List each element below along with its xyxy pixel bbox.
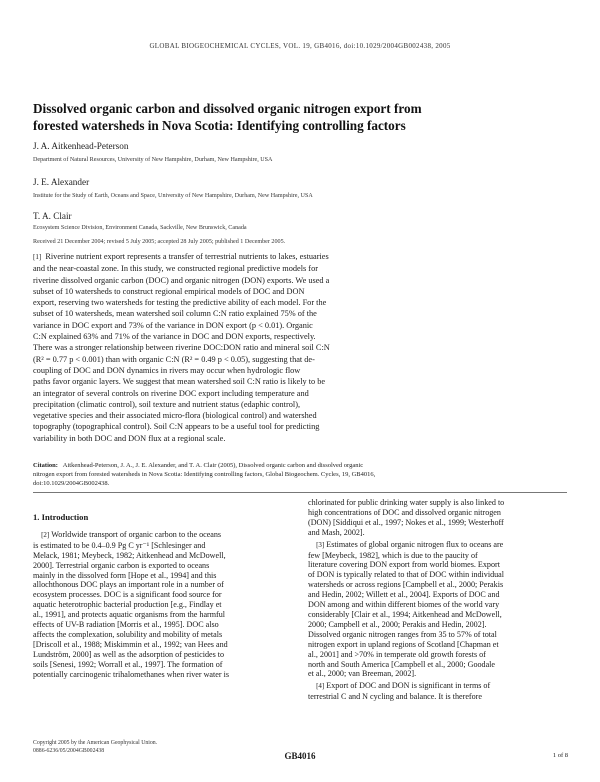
text-line: chlorinated for public drinking water supply is also linked to: [308, 498, 505, 507]
text-line: watersheds or across regions [Campbell et al., 2000; Perakis: [308, 580, 504, 590]
author-affiliation: Institute for the Study of Earth, Oceans and Space, University of New Hampshire, Durham, New Hampshire, USA: [33, 193, 313, 199]
copyright-line: 0886-6236/05/2004GB002438: [33, 747, 105, 754]
abstract-line: variability in both DOC and DON flux at a regional scale.: [33, 433, 226, 443]
text-line: allochthonous DOC plays an important role in a number of: [33, 580, 224, 590]
paragraph-number: [4]: [316, 682, 325, 691]
page-number: 1 of 8: [552, 752, 568, 759]
text-line: considerably [Clair et al., 1994; Aitkenhead and McDowell,: [308, 609, 502, 619]
abstract-line: subset of 10 watersheds to construct regional empirical models of DOC and DON: [33, 286, 305, 296]
citation-label: Citation:: [33, 462, 58, 469]
text-line: et al., 2000; van Breeman, 2002].: [308, 669, 417, 679]
text-line: 2000]. Terrestrial organic carbon is exported to oceans: [33, 560, 210, 570]
title-line: forested watersheds in Nova Scotia: Identifying controlling factors: [33, 118, 406, 133]
author-name: T. A. Clair: [33, 211, 72, 221]
article-code: GB4016: [284, 751, 316, 761]
received-dates: Received 21 December 2004; revised 5 July 2005; accepted 28 July 2005; published 1 December 2005.: [33, 239, 286, 245]
abstract-line: an integrator of several controls on riverine DOC export including temperature and: [33, 388, 309, 398]
author-affiliation: Ecosystem Science Division, Environment Canada, Sackville, New Brunswick, Canada: [33, 225, 247, 231]
text-line: Melack, 1981; Meybeck, 1982; Aitkenhead and McDowell,: [33, 550, 226, 560]
text-line: 2000; Campbell et al., 2000; Perakis and Hedin, 2002].: [308, 619, 487, 629]
author-name: J. E. Alexander: [33, 177, 90, 187]
abstract-line: export, reserving two watersheds for testing the predictive ability of each model. For the: [33, 298, 327, 308]
citation-line: [33, 461, 556, 470]
author-affiliation: Department of Natural Resources, University of New Hampshire, Durham, New Hampshire, USA: [33, 157, 273, 163]
text-line: aquatic heterotrophic bacterial production [e.g., Findlay et: [33, 600, 222, 610]
author-name: J. A. Aitkenhead-Peterson: [33, 141, 129, 151]
text-line: [Driscoll et al., 1988; Miskimmin et al., 1992; van Hees and: [33, 639, 228, 649]
text-line: ecosystem processes. DOC is a significant food source for: [33, 590, 222, 600]
left-column: [33, 513, 295, 680]
text-line: mainly in the dissolved form [Hope et al., 1994] and this: [33, 570, 217, 580]
abstract-line: topography (topographical control). Soil C:N appears to be a useful tool for predicting: [33, 422, 320, 432]
abstract-line: subset of 10 watersheds, mean watershed soil column C:N ratio explained 75% of the: [33, 309, 317, 319]
text-line: literature covering DON export from world biomes. Export: [308, 560, 500, 570]
abstract-line: precipitation (climatic control), soil texture and nutrient status (edaphic control),: [33, 399, 301, 409]
text-line: potentially carcinogenic trihalomethanes when river water is: [33, 669, 229, 679]
citation-text: Aitkenhead-Peterson, J. A., J. E. Alexander, and T. A. Clair (2005), Dissolved organic carbon and dissolved organic: [62, 462, 364, 469]
paragraph-number: [3]: [316, 540, 325, 549]
text-line: (DON) [Siddiqui et al., 1997; Nokes et al., 1999; Westerhoff: [308, 517, 504, 527]
paragraph-number: [2]: [41, 530, 50, 539]
text-line: al., 1991], and protects aquatic organisms from the harmful: [33, 610, 226, 620]
running-head: GLOBAL BIOGEOCHEMICAL CYCLES, VOL. 19, GB4016, doi:10.1029/2004GB002438, 2005: [149, 42, 451, 50]
text-line: Lundström, 2000] as well as the adsorption of pesticides to: [33, 649, 225, 659]
text-line: Dissolved organic nitrogen ranges from 35 to 57% of total: [308, 629, 497, 639]
paragraph-number: [1]: [33, 253, 42, 261]
text-line: nitrogen export in upland regions of Scotland [Chapman et: [308, 639, 499, 649]
abstract-line: vegetative species and their associated micro-flora (biological control) and watershed: [33, 411, 317, 421]
abstract-line: variance in DOC export and 73% of the variance in DON export (p < 0.01). Organic: [33, 320, 313, 330]
citation-line: doi:10.1029/2004GB002438.: [33, 480, 110, 487]
abstract-line: riverine dissolved organic carbon (DOC) and organic nitrogen (DON) exports. We used a: [33, 275, 330, 285]
text-line: al., 2001] and >70% in temperate old growth forests of: [308, 649, 486, 659]
text-line: and Hedin, 2002; Willett et al., 2004]. Exports of DOC and: [308, 590, 500, 600]
right-column: [308, 498, 570, 702]
abstract-line: (R² = 0.77 p < 0.001) than with organic C:N (R² = 0.49 p < 0.05), suggesting that de-: [33, 354, 315, 364]
text-line-content: Worldwide transport of organic carbon to the oceans: [51, 529, 222, 539]
article-title: [33, 100, 573, 134]
body-paragraph: [308, 498, 570, 538]
text-line: high concentrations of DOC and dissolved organic nitrogen: [308, 507, 501, 517]
text-line: north and South America [Campbell et al., 2000; Goodale: [308, 659, 496, 669]
divider: [33, 492, 567, 493]
abstract-line-text: Riverine nutrient export represents a transfer of terrestrial nutrients to lakes, estuaries: [45, 252, 329, 261]
abstract-line: paths favor organic layers. We suggest that mean watershed soil C:N ratio is likely to be: [33, 377, 326, 387]
text-line: few [Meybeck, 1982], which is due to the paucity of: [308, 550, 478, 560]
intro-paragraph: [33, 530, 295, 680]
text-line: of DON is typically related to that of DOC within individual: [308, 570, 505, 580]
body-paragraph: [308, 540, 570, 680]
text-line: and Mash, 2002].: [308, 527, 365, 537]
abstract-line: coupling of DOC and DON dynamics in rivers may occur when hydrologic flow: [33, 365, 301, 375]
text-line-content: Estimates of global organic nitrogen flux to oceans are: [326, 539, 504, 549]
section-heading: 1. Introduction: [33, 512, 89, 522]
citation: [33, 461, 556, 488]
text-line: is estimated to be 0.4–0.9 Pg C yr⁻¹ [Schlesinger and: [33, 540, 206, 550]
title-line: Dissolved organic carbon and dissolved organic nitrogen export from: [33, 101, 422, 116]
text-line-content: Export of DOC and DON is significant in terms of: [326, 681, 491, 691]
text-line: DON among and within different biomes of the world vary: [308, 600, 500, 610]
text-line: affects the complexation, solubility and mobility of metals: [33, 629, 223, 639]
text-line: [33, 530, 295, 541]
abstract-line: [33, 251, 556, 263]
abstract-line: and the near-coastal zone. In this study, we constructed regional predictive models for: [33, 264, 318, 274]
text-line: soils [Senesi, 1992; Worrall et al., 1997]. The formation of: [33, 659, 223, 669]
abstract: [33, 251, 556, 444]
abstract-line: There was a stronger relationship between riverine DOC:DON ratio and mineral soil C:N: [33, 343, 330, 353]
text-line: [308, 540, 570, 551]
text-line: terrestrial C and N cycling and balance. It is therefore: [308, 692, 482, 702]
citation-line: nitrogen export from forested watersheds in Nova Scotia: Identifying controlling factors, Global Biogeochem. Cycles, 19, GB4016,: [33, 471, 376, 478]
text-line: [308, 681, 570, 692]
body-paragraph: [308, 681, 570, 702]
copyright-line: Copyright 2005 by the American Geophysical Union.: [33, 740, 158, 746]
text-line: effects of UV-B radiation [Morris et al., 1995]. DOC also: [33, 620, 219, 630]
abstract-line: C:N explained 63% and 71% of the variance in DOC and DON exports, respectively.: [33, 332, 316, 342]
